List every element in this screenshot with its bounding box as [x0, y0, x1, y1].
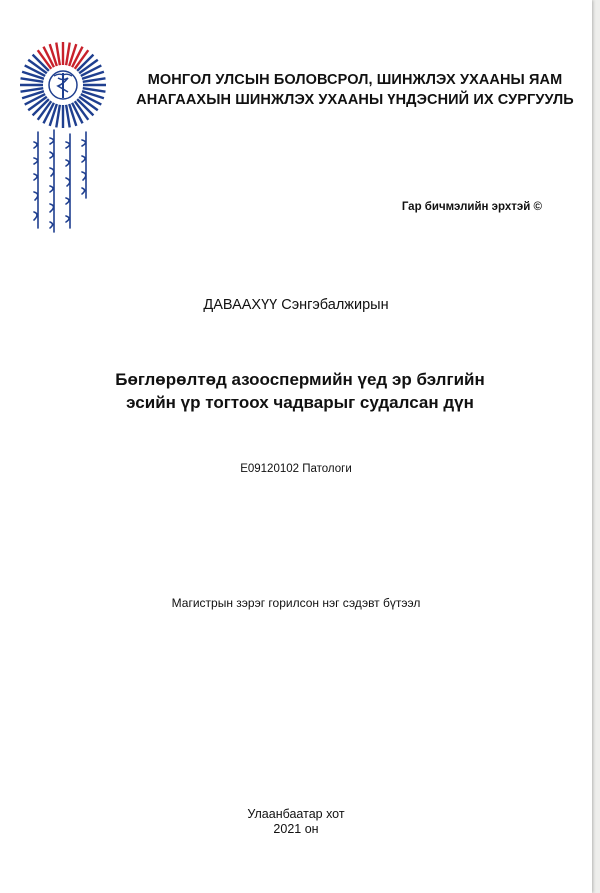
ministry-heading [130, 70, 580, 110]
ministry-line-2: АНАГААХЫН ШИНЖЛЭХ УХААНЫ ҮНДЭСНИЙ ИХ СУРГУУЛЬ [136, 92, 574, 108]
place-and-year [0, 807, 592, 837]
ministry-line-1: МОНГОЛ УЛСЫН БОЛОВСРОЛ, ШИНЖЛЭХ УХААНЫ ЯАМ [147, 72, 563, 88]
year: 2021 он [273, 822, 319, 836]
thesis-title-line-2: эсийн үр тогтоох чадварыг судалсан дүн [126, 393, 474, 412]
degree-statement: Магистрын зэрэг горилсон нэг сэдэвт бүтээл [171, 596, 421, 610]
university-emblem-icon [18, 40, 108, 130]
mongolian-script-name-icon [24, 128, 104, 238]
thesis-title-line-1: Бөглөрөлтөд азооспермийн үед эр бэлгийн [115, 370, 485, 389]
author-name: ДАВААХҮҮ Сэнгэбалжирын [203, 297, 389, 313]
place: Улаанбаатар хот [247, 807, 345, 821]
copyright-notice: Гар бичмэлийн эрхтэй © [401, 201, 542, 213]
specialty-code: E09120102 Патологи [240, 463, 352, 475]
thesis-title [80, 368, 520, 414]
